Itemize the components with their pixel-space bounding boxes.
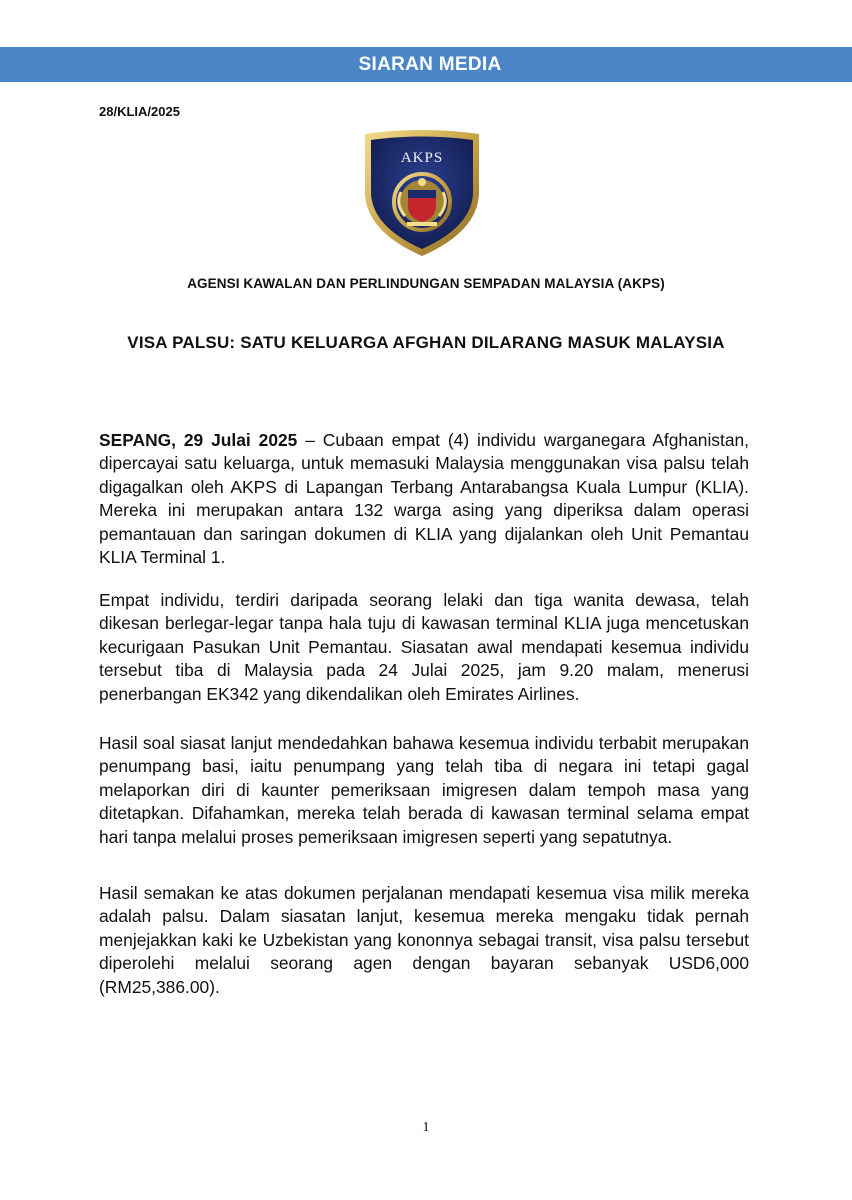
akps-crest-shield-icon: [361, 128, 483, 258]
reference-number: 28/KLIA/2025: [99, 104, 180, 119]
paragraph-3: Hasil soal siasat lanjut mendedahkan bahawa kesemua individu terbabit merupakan penumpang basi, iaitu penumpang yang telah tiba di negara ini tetapi gagal melaporkan diri di kaunter pemeriksaan imigresen dalam tempoh masa yang ditetapkan. Difahamkan, mereka telah berada di kawasan terminal selama empat hari tanpa melalui proses pemeriksaan imigresen seperti yang sepatutnya.: [99, 733, 749, 847]
paragraph-1-text: – Cubaan empat (4) individu warganegara Afghanistan, dipercayai satu keluarga, untuk memasuki Malaysia menggunakan visa palsu telah digagalkan oleh AKPS di Lapangan Terbang Antarabangsa Kuala Lumpur (KLIA). Mereka ini merupakan antara 132 warga asing yang diperiksa dalam operasi pemantauan dan saringan dokumen di KLIA yang dijalankan oleh Unit Pemantau KLIA Terminal 1.: [99, 430, 750, 568]
media-release-banner: [0, 47, 852, 82]
dateline: SEPANG, 29 Julai 2025: [99, 430, 298, 450]
logo-text: AKPS: [400, 150, 444, 166]
akps-logo: [361, 128, 483, 258]
paragraph-2: Empat individu, terdiri daripada seorang lelaki dan tiga wanita dewasa, telah dikesan berlegar-legar tanpa hala tuju di kawasan terminal KLIA juga mencetuskan kecurigaan Pasukan Unit Pemantau. Siasatan awal mendapati kesemua individu tersebut tiba di Malaysia pada 24 Julai 2025, jam 9.20 malam, menerusi penerbangan EK342 yang dikendalikan oleh Emirates Airlines.: [99, 590, 749, 704]
paragraph-1: [99, 429, 749, 569]
paragraph-4: Hasil semakan ke atas dokumen perjalanan mendapati kesemua visa milik mereka adalah palsu. Dalam siasatan lanjut, kesemua mereka mengaku tidak pernah menjejakkan kaki ke Uzbekistan yang kononnya sebagai transit, visa palsu tersebut diperolehi melalui seorang agen dengan bayaran sebanyak USD6,000 (RM25,386.00).: [99, 883, 749, 997]
press-headline: VISA PALSU: SATU KELUARGA AFGHAN DILARANG MASUK MALAYSIA: [127, 333, 725, 352]
page-number: 1: [422, 1120, 430, 1135]
banner-title: SIARAN MEDIA: [358, 54, 502, 75]
agency-name: AGENSI KAWALAN DAN PERLINDUNGAN SEMPADAN MALAYSIA (AKPS): [187, 276, 665, 291]
